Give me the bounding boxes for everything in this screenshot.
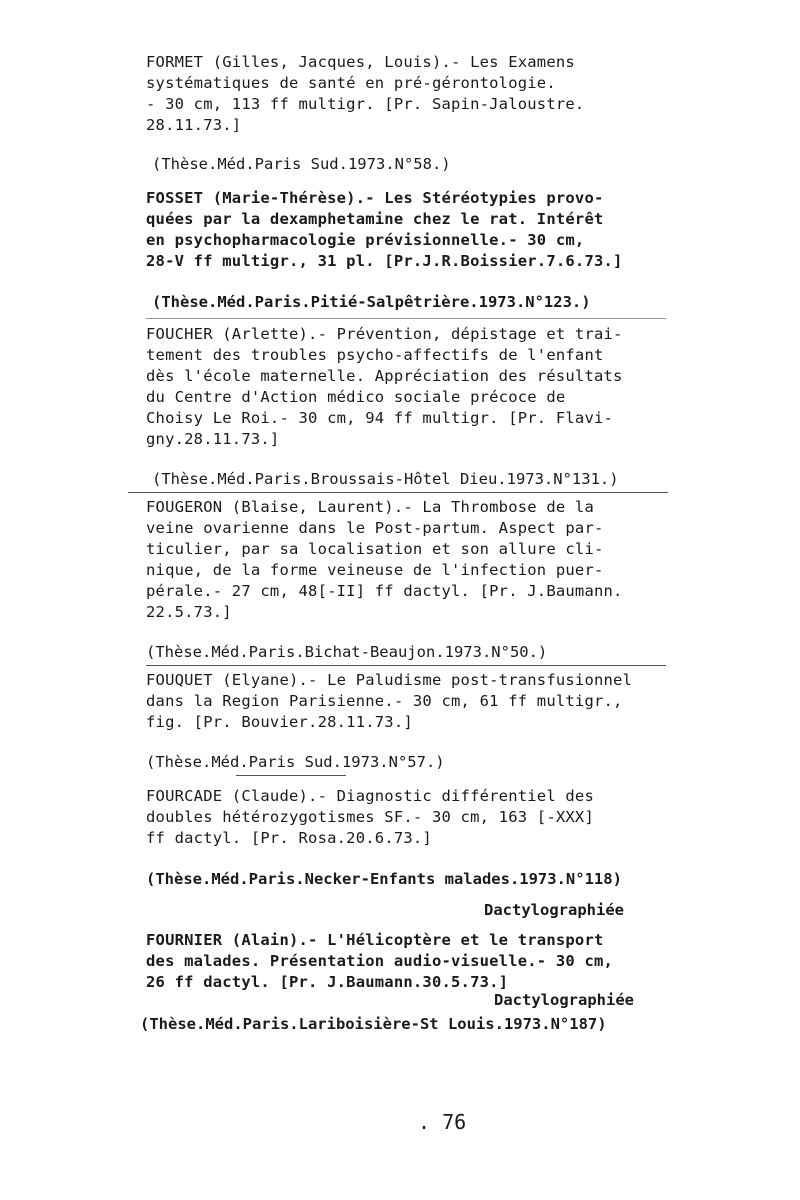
entry-fouquet <box>146 670 666 733</box>
entry-line: FOURNIER (Alain).- L'Hélicoptère et le transport <box>146 931 604 949</box>
entry-source: (Thèse.Méd.Paris.Pitié-Salpêtrière.1973.N°123.) <box>152 293 591 311</box>
entry-formet <box>146 52 666 136</box>
separator-rule <box>236 775 346 776</box>
entry-line: tement des troubles psycho-affectifs de l'enfant <box>146 346 604 364</box>
entry-fourcade <box>146 786 666 849</box>
page-number: . 76 <box>418 1110 467 1134</box>
entry-line: ticulier, par sa localisation et son allure cli- <box>146 540 604 558</box>
separator-rule <box>128 492 668 493</box>
entry-line: fig. [Pr. Bouvier.28.11.73.] <box>146 713 413 731</box>
entry-line: FOUGERON (Blaise, Laurent).- La Thrombose de la <box>146 498 594 516</box>
entry-source: (Thèse.Méd.Paris.Bichat-Beaujon.1973.N°50.) <box>146 643 548 661</box>
entry-line: quées par la dexamphetamine chez le rat. Intérêt <box>146 210 604 228</box>
note-dactylographiee: Dactylographiée <box>484 901 624 919</box>
entry-line: 26 ff dactyl. [Pr. J.Baumann.30.5.73.] <box>146 973 509 991</box>
entry-line: pérale.- 27 cm, 48[-II] ff dactyl. [Pr. J.Baumann. <box>146 582 623 600</box>
entry-line: du Centre d'Action médico sociale précoce de <box>146 388 566 406</box>
entry-line: dès l'école maternelle. Appréciation des résultats <box>146 367 623 385</box>
entry-fournier <box>146 930 666 993</box>
entry-line: FOSSET (Marie-Thérèse).- Les Stéréotypies provo- <box>146 189 604 207</box>
entry-line: 28-V ff multigr., 31 pl. [Pr.J.R.Boissier.7.6.73.] <box>146 252 623 270</box>
entry-line: systématiques de santé en pré-gérontologie. <box>146 74 556 92</box>
entry-line: FORMET (Gilles, Jacques, Louis).- Les Examens <box>146 53 575 71</box>
entry-line: 28.11.73.] <box>146 116 242 134</box>
entry-line: veine ovarienne dans le Post-partum. Aspect par- <box>146 519 604 537</box>
entry-line: gny.28.11.73.] <box>146 430 280 448</box>
note-dactylographiee: Dactylographiée <box>494 991 634 1009</box>
entry-source: (Thèse.Méd.Paris Sud.1973.N°57.) <box>146 753 445 771</box>
entry-line: nique, de la forme veineuse de l'infection puer- <box>146 561 604 579</box>
entry-line: dans la Region Parisienne.- 30 cm, 61 ff multigr., <box>146 692 623 710</box>
entry-line: - 30 cm, 113 ff multigr. [Pr. Sapin-Jaloustre. <box>146 95 585 113</box>
entry-source: (Thèse.Méd.Paris Sud.1973.N°58.) <box>152 155 451 173</box>
entry-line: FOURCADE (Claude).- Diagnostic différentiel des <box>146 787 594 805</box>
entry-source: (Thèse.Méd.Paris.Broussais-Hôtel Dieu.1973.N°131.) <box>152 470 619 488</box>
entry-foucher <box>146 324 666 450</box>
entry-line: FOUQUET (Elyane).- Le Paludisme post-transfusionnel <box>146 671 633 689</box>
entry-line: FOUCHER (Arlette).- Prévention, dépistage et trai- <box>146 325 623 343</box>
entry-line: ff dactyl. [Pr. Rosa.20.6.73.] <box>146 829 432 847</box>
entry-line: des malades. Présentation audio-visuelle.- 30 cm, <box>146 952 614 970</box>
entry-fosset <box>146 188 666 272</box>
entry-line: doubles hétérozygotismes SF.- 30 cm, 163 [-XXX] <box>146 808 594 826</box>
entry-line: en psychopharmacologie prévisionnelle.- 30 cm, <box>146 231 585 249</box>
entry-fougeron <box>146 497 666 623</box>
separator-rule <box>146 318 666 319</box>
separator-rule <box>146 665 666 666</box>
entry-line: 22.5.73.] <box>146 603 232 621</box>
entry-line: Choisy Le Roi.- 30 cm, 94 ff multigr. [Pr. Flavi- <box>146 409 614 427</box>
entry-source: (Thèse.Méd.Paris.Lariboisière-St Louis.1973.N°187) <box>140 1015 607 1033</box>
entry-source: (Thèse.Méd.Paris.Necker-Enfants malades.1973.N°118) <box>146 870 622 888</box>
